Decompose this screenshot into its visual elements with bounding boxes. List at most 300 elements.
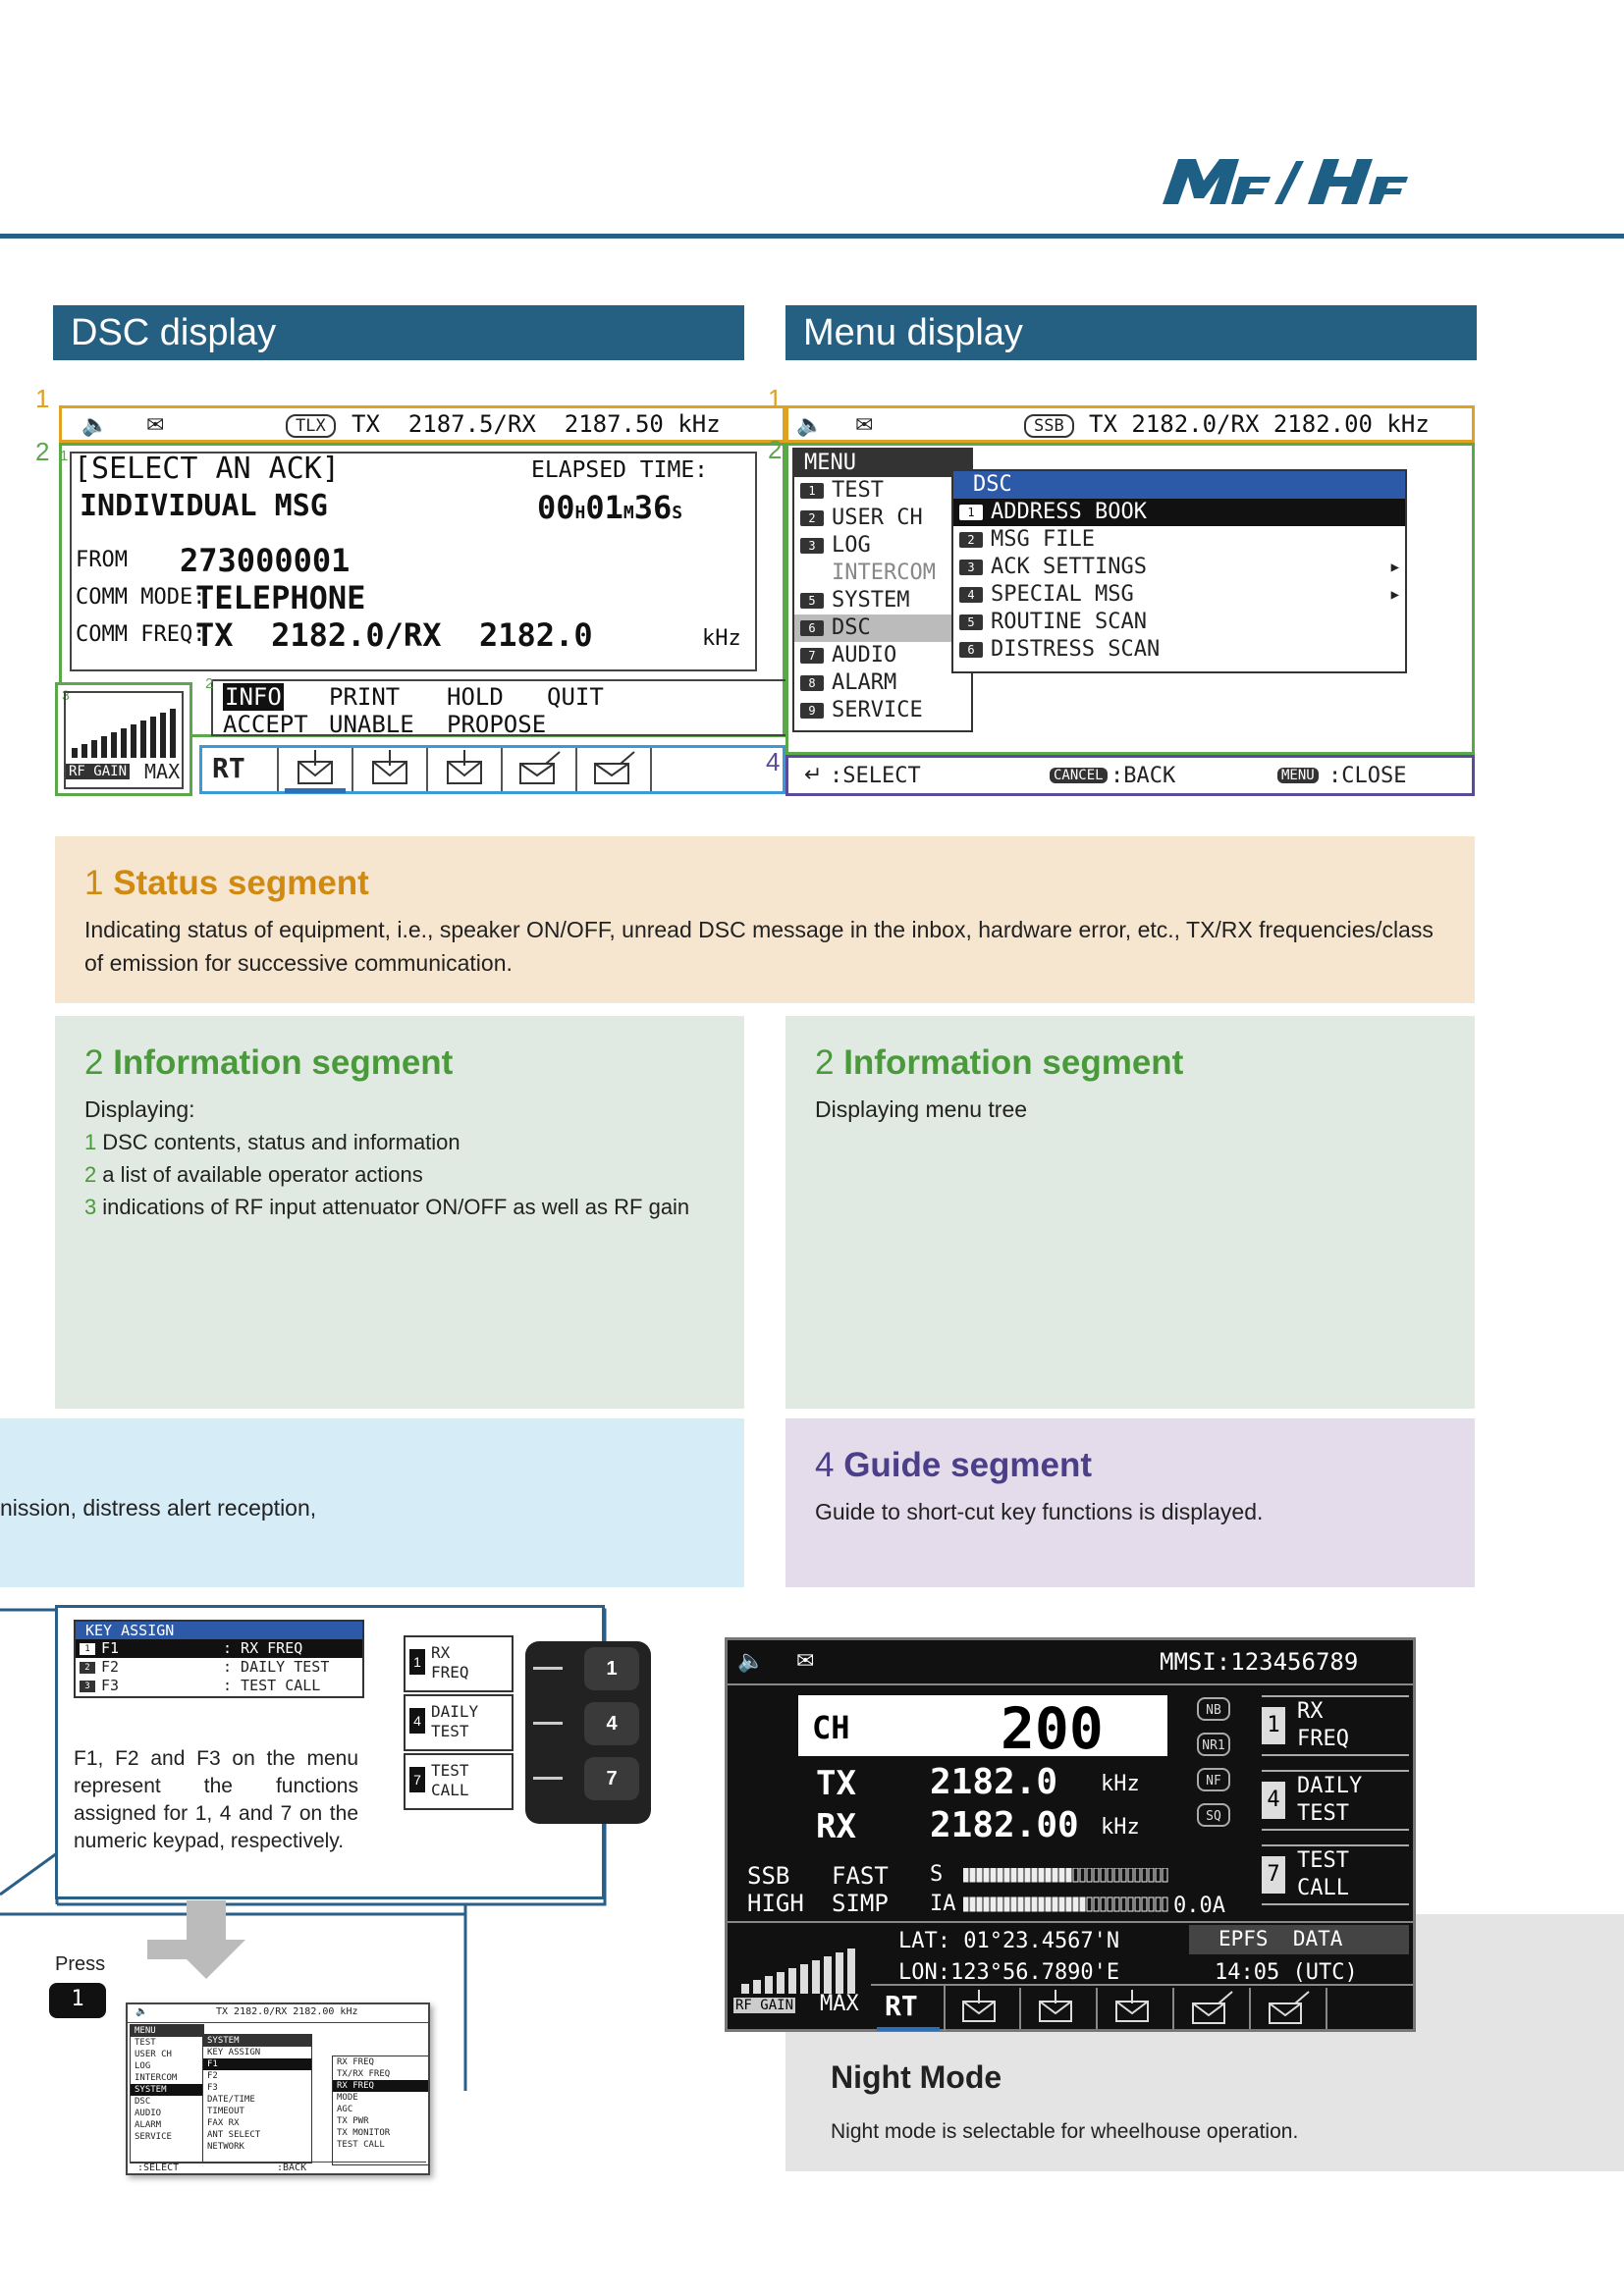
keypad-row xyxy=(525,1751,651,1806)
night-softkey-l1: RX xyxy=(1297,1699,1324,1724)
action-accept[interactable]: ACCEPT xyxy=(223,711,308,738)
mini-item: F1 xyxy=(203,2058,311,2070)
guide-segment-text: Guide to short-cut key functions is displayed. xyxy=(815,1499,1264,1524)
s-meter-segment xyxy=(970,1868,975,1882)
epfs-box xyxy=(1189,1925,1409,1954)
s-meter-segment xyxy=(1053,1868,1057,1882)
s-ia-meters xyxy=(963,1868,1169,1913)
mini-item: TEST xyxy=(135,2038,156,2048)
keypad-row xyxy=(525,1696,651,1751)
action-print[interactable]: PRINT xyxy=(329,683,401,711)
submenu-item[interactable] xyxy=(953,609,1405,636)
rx-label: RX xyxy=(816,1807,856,1846)
rf-gain-meter xyxy=(70,699,184,758)
night-mode-text: Night mode is selectable for wheelhouse operation. xyxy=(831,2120,1299,2143)
menu-key-icon: 9 xyxy=(800,703,824,719)
ia-meter-segment xyxy=(1135,1897,1140,1911)
status-segment-title: 1 Status segment xyxy=(84,864,369,902)
night-softkey[interactable] xyxy=(1262,1844,1409,1905)
night-max: MAX xyxy=(820,1992,859,2016)
s-meter-segment xyxy=(1087,1868,1092,1882)
mini-item: KEY ASSIGN xyxy=(207,2048,261,2057)
status-freq: TX 2187.5/RX 2187.50 kHz xyxy=(352,410,721,438)
submenu-key-icon: 5 xyxy=(959,614,983,630)
mode-value: TELEPHONE xyxy=(195,579,366,616)
ia-meter-segment xyxy=(970,1897,975,1911)
submenu-item[interactable] xyxy=(953,499,1405,526)
s-meter-segment xyxy=(1094,1868,1099,1882)
submenu-item[interactable] xyxy=(953,526,1405,554)
night-softkey-l1: DAILY xyxy=(1297,1774,1363,1798)
submenu-title: DSC xyxy=(953,471,1405,499)
key-assign-f: F1 xyxy=(101,1639,120,1657)
inbox-mail-icon-3[interactable] xyxy=(428,748,503,791)
s-meter-segment xyxy=(1101,1868,1106,1882)
main-menu xyxy=(792,448,973,732)
menu-marker-2: 2 xyxy=(768,435,783,464)
mini-options xyxy=(332,2056,430,2165)
main-menu-title: MENU xyxy=(794,450,971,477)
mini-status: TX 2182.0/RX 2182.00 kHz xyxy=(216,2006,358,2017)
ia-meter-segment xyxy=(1080,1897,1085,1911)
menu-item-label: LOG xyxy=(832,533,871,558)
menu-status-bar xyxy=(785,405,1475,443)
mini-item: F3 xyxy=(207,2083,218,2093)
mode-simp: SIMP xyxy=(832,1890,889,1917)
s-meter-segment xyxy=(1142,1868,1147,1882)
s-meter-label: S xyxy=(930,1862,944,1887)
rx-unit: kHz xyxy=(1101,1815,1140,1840)
s-meter-segment xyxy=(1004,1868,1009,1882)
mini-item: ALARM xyxy=(135,2120,162,2130)
marker-1: 1 xyxy=(35,384,50,413)
guide-segment-panel xyxy=(785,1418,1475,1587)
key-assign-row[interactable] xyxy=(76,1658,362,1677)
info-segment-left xyxy=(55,1016,744,1409)
ia-meter-segment xyxy=(998,1897,1002,1911)
info-left-item-text: a list of available operator actions xyxy=(102,1162,423,1187)
action-unable[interactable]: UNABLE xyxy=(329,711,414,738)
dsc-title1: [SELECT AN ACK] xyxy=(74,452,340,486)
mini-item: AUDIO xyxy=(135,2109,162,2118)
night-softkeys xyxy=(1262,1695,1409,1919)
main-menu-item[interactable] xyxy=(794,587,971,614)
ia-meter-segment xyxy=(1039,1897,1044,1911)
epfs-label: EPFS DATA xyxy=(1218,1927,1343,1950)
info-right-text: Displaying menu tree xyxy=(815,1096,1028,1122)
softkey-list xyxy=(404,1635,514,1810)
callout-softkey-num: 1 xyxy=(409,1649,425,1675)
submenu-arrow-icon: ▶ xyxy=(1390,560,1399,575)
key-assign-key-icon: 3 xyxy=(80,1681,95,1692)
mode-ssb: SSB xyxy=(747,1862,790,1890)
callout-softkey[interactable] xyxy=(404,1635,514,1692)
mini-item: TX MONITOR xyxy=(337,2128,391,2138)
freq-unit: kHz xyxy=(702,626,741,651)
keypad-dash xyxy=(533,1722,563,1725)
ia-meter-segment xyxy=(1059,1897,1064,1911)
s-meter-segment xyxy=(1032,1868,1037,1882)
from-value: 273000001 xyxy=(180,542,351,579)
key-assign-callout xyxy=(55,1605,618,1899)
rf-max-label: MAX xyxy=(144,760,181,783)
s-meter-segment xyxy=(1121,1868,1126,1882)
ia-meter-segment xyxy=(1094,1897,1099,1911)
menu-key-icon: 1 xyxy=(800,483,824,499)
ia-meter-segment xyxy=(1114,1897,1119,1911)
ia-meter-segment xyxy=(1121,1897,1126,1911)
keypad-row xyxy=(525,1641,651,1696)
submenu-item-label: ADDRESS BOOK xyxy=(991,500,1147,524)
outbox-mail-icon-2[interactable] xyxy=(577,748,652,791)
menu-screen xyxy=(766,384,1483,808)
night-screen xyxy=(725,1637,1416,2032)
submenu-item-label: ROUTINE SCAN xyxy=(991,610,1147,634)
mini-speaker-icon: 🔈 xyxy=(135,2006,148,2017)
inbox-mail-icon-1[interactable] xyxy=(279,748,353,791)
dsc-title2: INDIVIDUAL MSG xyxy=(80,489,328,523)
ia-meter-segment xyxy=(1004,1897,1009,1911)
status-segment-text: Indicating status of equipment, i.e., speaker ON/OFF, unread DSC message in the inbox, hardware error, etc., TX/RX frequencies/class of emission for successive communication. xyxy=(84,917,1434,976)
callout-softkey[interactable] xyxy=(404,1753,514,1810)
submenu-item-label: ACK SETTINGS xyxy=(991,555,1147,579)
amp-value: 0.0A xyxy=(1173,1894,1225,1918)
key-assign-key-icon: 1 xyxy=(80,1643,95,1655)
night-softkey[interactable] xyxy=(1262,1770,1409,1831)
info-left-item-num: 2 xyxy=(84,1162,97,1187)
key-assign-value: : DAILY TEST xyxy=(223,1658,330,1676)
mini-menu xyxy=(130,2024,204,2163)
emission-badge: TLX xyxy=(286,414,336,438)
callout-softkey-l2: CALL xyxy=(431,1781,469,1799)
menu-item-label: ALARM xyxy=(832,670,897,695)
night-badge[interactable]: NB xyxy=(1197,1697,1230,1721)
mini-guide xyxy=(130,2162,426,2175)
info-segment-right xyxy=(785,1016,1475,1409)
night-softkey-bar xyxy=(871,1984,1413,2031)
mode-high: HIGH xyxy=(747,1890,804,1917)
guide-select: :SELECT xyxy=(830,764,921,788)
ia-meter-segment xyxy=(977,1897,982,1911)
dsc-softkey-bar xyxy=(199,745,785,794)
s-meter-segment xyxy=(1011,1868,1016,1882)
action-propose[interactable]: PROPOSE xyxy=(447,711,547,738)
night-softkey-l2: TEST xyxy=(1297,1801,1349,1826)
rt-key[interactable]: RT xyxy=(212,752,245,784)
info-left-item-text: DSC contents, status and information xyxy=(102,1130,460,1154)
mini-item: INTERCOM xyxy=(135,2073,178,2083)
night-softkey-l2: FREQ xyxy=(1297,1727,1349,1751)
main-menu-item[interactable] xyxy=(794,642,971,669)
ch-label: CH xyxy=(812,1709,850,1746)
info-left-item-num: 3 xyxy=(84,1195,97,1219)
submenu-key-icon: 4 xyxy=(959,587,983,603)
mini-item: RX FREQ xyxy=(333,2080,429,2092)
lon-value: LON:123°56.7890'E xyxy=(898,1960,1120,1985)
night-softkey-num: 1 xyxy=(1262,1707,1285,1744)
night-softkey-l1: TEST xyxy=(1297,1848,1349,1873)
s-meter-segment xyxy=(1018,1868,1023,1882)
mail-keys xyxy=(279,748,652,792)
tx-label: TX xyxy=(816,1764,856,1803)
s-meter-segment xyxy=(1163,1868,1167,1882)
s-meter-segment xyxy=(1046,1868,1051,1882)
ia-meter-segment xyxy=(1018,1897,1023,1911)
s-meter-segment xyxy=(984,1868,989,1882)
mf-hf-logo xyxy=(1149,147,1483,226)
s-meter-segment xyxy=(1114,1868,1119,1882)
rx-value: 2182.00 xyxy=(930,1805,1079,1845)
keypad-dash xyxy=(533,1777,563,1780)
night-softkey[interactable] xyxy=(1262,1695,1409,1756)
menu-item-label: SYSTEM xyxy=(832,588,910,613)
main-menu-items xyxy=(794,477,971,724)
ia-meter-segment xyxy=(1128,1897,1133,1911)
s-meter-segment xyxy=(1059,1868,1064,1882)
ia-meter-segment xyxy=(1156,1897,1161,1911)
info-left-title: 2 Information segment xyxy=(84,1043,454,1082)
info-right-title: 2 Information segment xyxy=(815,1043,1184,1082)
night-badge[interactable]: NR1 xyxy=(1197,1733,1230,1756)
night-softkey-l2: CALL xyxy=(1297,1876,1349,1900)
menu-key-icon: 6 xyxy=(800,620,824,636)
menu-item-label: USER CH xyxy=(832,506,923,530)
ia-meter-segment xyxy=(1066,1897,1071,1911)
info-left-intro: Displaying: xyxy=(84,1096,195,1122)
mini-item: SYSTEM xyxy=(203,2035,311,2047)
submenu-item-label: MSG FILE xyxy=(991,527,1095,552)
night-rf-meter xyxy=(739,1945,867,1994)
submenu-item[interactable] xyxy=(953,636,1405,664)
ia-meter-segment xyxy=(1087,1897,1092,1911)
main-menu-item[interactable] xyxy=(794,505,971,532)
guide-segment-title: 4 Guide segment xyxy=(815,1446,1093,1484)
mini-item: TEST CALL xyxy=(337,2140,385,2150)
mini-item: SERVICE xyxy=(135,2132,172,2142)
s-meter-segment xyxy=(991,1868,996,1882)
night-mode-title: Night Mode xyxy=(831,2059,1002,2095)
ia-meter-segment xyxy=(1108,1897,1112,1911)
menu-item-label: TEST xyxy=(832,478,884,503)
keypad-dash xyxy=(533,1667,563,1670)
ia-meter-segment xyxy=(1073,1897,1078,1911)
action-hold[interactable]: HOLD xyxy=(447,683,504,711)
callout-softkey-num: 4 xyxy=(409,1708,425,1734)
submenu-key-icon: 1 xyxy=(959,505,983,520)
mode-label: COMM MODE: xyxy=(76,585,206,610)
menu-key-icon: 3 xyxy=(800,538,824,554)
mini-item: TX PWR xyxy=(337,2116,369,2126)
s-meter-segment xyxy=(1135,1868,1140,1882)
key-assign-title: KEY ASSIGN xyxy=(76,1622,362,1639)
mini-item: DATE/TIME xyxy=(207,2095,255,2105)
s-meter-segment xyxy=(1080,1868,1085,1882)
submenu-items xyxy=(953,499,1405,664)
info-left-item xyxy=(84,1126,715,1158)
rf-gain-label: RF GAIN xyxy=(66,764,130,779)
freq-label: COMM FREQ: xyxy=(76,622,206,647)
ia-meter-segment xyxy=(1101,1897,1106,1911)
menu-emission-badge: SSB xyxy=(1024,414,1074,438)
menu-info-segment xyxy=(785,443,1475,755)
sub-marker-3: 3 xyxy=(62,687,70,703)
header-rule xyxy=(0,234,1624,239)
menu-display-heading: Menu display xyxy=(785,305,1477,360)
ia-meter-segment xyxy=(1149,1897,1154,1911)
mini-item: TIMEOUT xyxy=(207,2107,244,2116)
mail-icon: ✉ xyxy=(146,412,165,437)
key-assign-key-icon: 2 xyxy=(80,1662,95,1674)
menu-item-label: SERVICE xyxy=(832,698,923,722)
menu-key-icon: 7 xyxy=(800,648,824,664)
mini-select: :SELECT xyxy=(137,2163,180,2173)
submenu-arrow-icon: ▶ xyxy=(1390,587,1399,603)
night-badge[interactable]: NF xyxy=(1197,1768,1230,1791)
key-softkeys xyxy=(404,1635,514,1832)
ia-meter-segment xyxy=(1032,1897,1037,1911)
channel-box xyxy=(798,1695,1167,1762)
s-meter-segment xyxy=(963,1868,968,1882)
submenu-key-icon: 6 xyxy=(959,642,983,658)
submenu-item-label: DISTRESS SCAN xyxy=(991,637,1161,662)
mini-item: MODE xyxy=(337,2093,358,2103)
mini-back: :BACK xyxy=(277,2163,307,2173)
tx-unit: kHz xyxy=(1101,1772,1140,1796)
main-menu-item[interactable] xyxy=(794,477,971,505)
ia-meter-label: IA xyxy=(930,1892,956,1916)
action-quit[interactable]: QUIT xyxy=(547,683,604,711)
info-left-list xyxy=(84,1126,715,1223)
callout-softkey-l2: TEST xyxy=(431,1722,469,1740)
key-assign-f: F3 xyxy=(101,1677,120,1694)
elapsed-time: 00H01M36S xyxy=(537,489,683,526)
blue-partial-panel xyxy=(0,1418,744,1587)
night-softkey-num: 7 xyxy=(1262,1856,1285,1894)
info-left-item-num: 1 xyxy=(84,1130,97,1154)
s-meter-segment xyxy=(977,1868,982,1882)
s-meter-segment xyxy=(1066,1868,1071,1882)
key-assign-desc: F1, F2 and F3 on the menu represent the functions assigned for 1, 4 and 7 on the numeric keypad, respectively. xyxy=(74,1747,358,1852)
outbox-mail-icon-1[interactable] xyxy=(503,748,577,791)
ia-meter-segment xyxy=(1163,1897,1167,1911)
keypad-key-1[interactable]: 1 xyxy=(584,1647,639,1690)
ia-meter-segment xyxy=(1142,1897,1147,1911)
main-menu-item[interactable] xyxy=(794,614,971,642)
menu-speaker-icon: 🔈 xyxy=(796,412,824,437)
ia-meter-segment xyxy=(1011,1897,1016,1911)
main-menu-item[interactable] xyxy=(794,669,971,697)
info-left-item xyxy=(84,1191,715,1223)
guide-back: :BACK xyxy=(1110,764,1176,788)
menu-key-icon: 8 xyxy=(800,675,824,691)
marker-2: 2 xyxy=(35,437,50,466)
mini-item: RX FREQ xyxy=(337,2057,374,2067)
ia-meter-segment xyxy=(963,1897,968,1911)
menu-marker-4: 4 xyxy=(766,747,781,776)
key-assign-row[interactable] xyxy=(76,1677,362,1695)
key-assign-row[interactable] xyxy=(76,1639,362,1658)
freq-value: TX 2182.0/RX 2182.0 xyxy=(195,616,593,654)
ia-meter-segment xyxy=(1046,1897,1051,1911)
mode-fast: FAST xyxy=(832,1862,889,1890)
dsc-submenu xyxy=(951,469,1407,673)
down-arrow xyxy=(147,1900,255,1989)
press-label: Press xyxy=(55,1953,106,1975)
callout-softkey-num: 7 xyxy=(409,1767,425,1792)
menu-marker-1: 1 xyxy=(768,384,783,413)
night-badge[interactable]: SQ xyxy=(1197,1803,1230,1827)
night-mmsi: MMSI:123456789 xyxy=(1160,1648,1359,1676)
s-meter-segment xyxy=(1025,1868,1030,1882)
callout-softkey[interactable] xyxy=(404,1694,514,1751)
s-meter-segment xyxy=(1128,1868,1133,1882)
night-speaker-icon: 🔈 xyxy=(737,1648,765,1673)
keypad-key-7[interactable]: 7 xyxy=(584,1757,639,1800)
lat-value: LAT: 01°23.4567'N xyxy=(898,1929,1120,1953)
submenu-item-label: SPECIAL MSG xyxy=(991,582,1134,607)
main-menu-item[interactable] xyxy=(794,697,971,724)
s-meter-segment xyxy=(1156,1868,1161,1882)
submenu-key-icon: 2 xyxy=(959,532,983,548)
speaker-icon: 🔈 xyxy=(81,412,109,437)
ia-meter-segment xyxy=(984,1897,989,1911)
mini-item: SYSTEM xyxy=(131,2084,203,2096)
mini-system-menu xyxy=(202,2034,312,2163)
guide-close: :CLOSE xyxy=(1328,764,1407,788)
elapsed-label: ELAPSED TIME: xyxy=(531,457,709,483)
press-key-1[interactable]: 1 xyxy=(49,1983,106,2018)
tx-value: 2182.0 xyxy=(930,1762,1058,1802)
main-menu-item[interactable] xyxy=(794,560,971,587)
callout-softkey-l2: FREQ xyxy=(431,1663,469,1682)
mini-screen xyxy=(126,2002,430,2175)
night-mail-keys xyxy=(946,1988,1328,2034)
callout-softkey-l1: DAILY xyxy=(431,1702,479,1721)
ia-meter-segment xyxy=(1025,1897,1030,1911)
keypad xyxy=(525,1641,651,1824)
menu-key-icon: 5 xyxy=(800,593,824,609)
mini-item: DSC xyxy=(135,2097,151,2107)
menu-guide-bar xyxy=(785,755,1475,796)
mini-item: F2 xyxy=(207,2071,218,2081)
callout-softkey-l1: RX xyxy=(431,1643,451,1662)
ia-meter-segment xyxy=(1053,1897,1057,1911)
submenu-item[interactable] xyxy=(953,581,1405,609)
mini-item: TX/RX FREQ xyxy=(337,2069,391,2079)
mini-item: LOG xyxy=(135,2061,151,2071)
inbox-mail-icon-2[interactable] xyxy=(353,748,428,791)
action-info[interactable]: INFO xyxy=(225,683,282,711)
utc-time: 14:05 (UTC) xyxy=(1215,1960,1358,1985)
info-left-item-text: indications of RF input attenuator ON/OFF as well as RF gain xyxy=(102,1195,690,1219)
menu-mail-icon: ✉ xyxy=(855,412,874,437)
menu-key-icon: 2 xyxy=(800,510,824,526)
keypad-key-4[interactable]: 4 xyxy=(584,1702,639,1745)
cancel-key-badge: CANCEL xyxy=(1050,768,1108,783)
dsc-status-bar xyxy=(59,405,785,443)
s-meter-segment xyxy=(1073,1868,1078,1882)
mini-item: NETWORK xyxy=(207,2142,244,2152)
main-menu-item[interactable] xyxy=(794,532,971,560)
night-rt-key[interactable]: RT xyxy=(885,1990,918,2022)
dsc-screen xyxy=(35,384,754,808)
night-mail-icon: ✉ xyxy=(796,1648,815,1673)
night-rf-gain: RF GAIN xyxy=(735,1998,794,2013)
mini-item: AGC xyxy=(337,2105,353,2114)
s-meter-segment xyxy=(1149,1868,1154,1882)
submenu-item[interactable] xyxy=(953,554,1405,581)
from-label: FROM xyxy=(76,548,128,572)
